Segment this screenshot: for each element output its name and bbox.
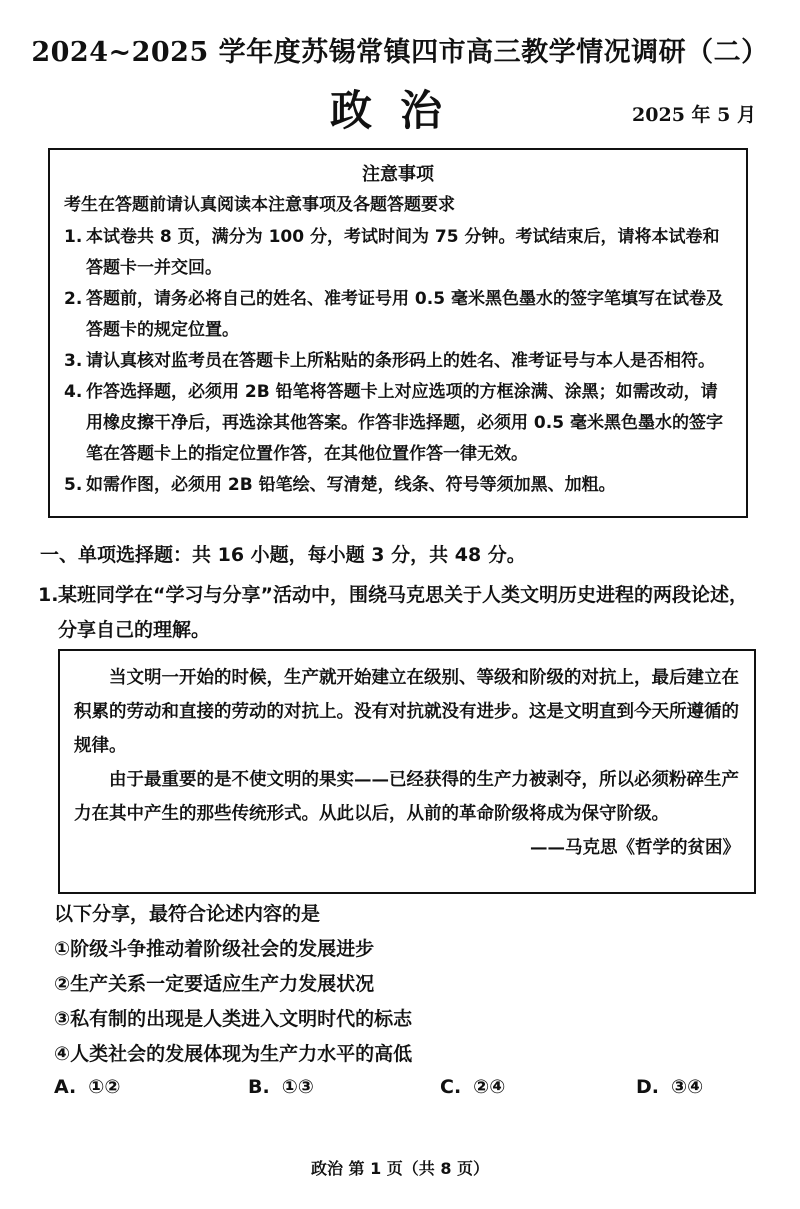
question-text: 某班同学在“学习与分享”活动中，围绕马克思关于人类文明历史进程的两段论述，分享自己的理解。 <box>58 584 748 641</box>
notice-heading: 注意事项 <box>362 164 434 185</box>
choice-value: ②④ <box>473 1076 506 1098</box>
choice-letter: D. <box>636 1076 659 1098</box>
notice-item-text: 如需作图，必须用 2B 铅笔绘、写清楚，线条、符号等须加黑、加粗。 <box>86 475 616 495</box>
quote-paragraph: 由于最重要的是不使文明的果实——已经获得的生产力被剥夺，所以必须粉碎生产力在其中产生的那些传统形式。从此以后，从前的革命阶级将成为保守阶级。 <box>74 770 739 824</box>
statement: ②生产关系一定要适应生产力发展状况 <box>54 973 375 995</box>
section-heading: 一、单项选择题：共 16 小题，每小题 3 分，共 48 分。 <box>40 544 526 566</box>
answer-choices <box>54 1076 754 1112</box>
notice-item <box>64 222 732 284</box>
notice-box <box>48 148 748 518</box>
subject-title: 政治 <box>329 86 470 135</box>
quote-paragraph: 当文明一开始的时候，生产就开始建立在级别、等级和阶级的对抗上，最后建立在积累的劳动和直接的劳动的对抗上。没有对抗就没有进步。这是文明直到今天所遵循的规律。 <box>74 668 739 756</box>
choice-value: ①③ <box>281 1076 314 1098</box>
notice-item <box>64 470 732 501</box>
page-footer: 政治 第 1 页（共 8 页） <box>310 1159 490 1178</box>
quote-box <box>58 649 756 894</box>
notice-item-text: 作答选择题，必须用 2B 铅笔将答题卡上对应选项的方框涂满、涂黑；如需改动，请用橡皮擦干净后，再选涂其他答案。作答非选择题，必须用 0.5 毫米黑色墨水的签字笔在答题卡上的指定位置作答，在其他位置作答一律无效。 <box>86 382 723 464</box>
notice-item-text: 请认真核对监考员在答题卡上所粘贴的条形码上的姓名、准考证号与本人是否相符。 <box>86 351 715 371</box>
exam-date: 2025 年 5 月 <box>632 104 756 126</box>
question-number: 1. <box>38 584 59 606</box>
choice-value: ①② <box>88 1076 121 1098</box>
statement: ①阶级斗争推动着阶级社会的发展进步 <box>54 938 375 960</box>
choice-d <box>636 1076 703 1098</box>
statement: ④人类社会的发展体现为生产力水平的高低 <box>54 1043 413 1065</box>
choice-letter: A. <box>54 1076 77 1098</box>
notice-item-number: 5. <box>64 475 83 495</box>
question-1-stem <box>38 578 758 648</box>
choice-b <box>248 1076 314 1098</box>
notice-intro: 考生在答题前请认真阅读本注意事项及各题答题要求 <box>64 195 455 215</box>
statements-block <box>54 897 754 1072</box>
statement: ③私有制的出现是人类进入文明时代的标志 <box>54 1008 413 1030</box>
choice-letter: B. <box>248 1076 270 1098</box>
notice-item-number: 4. <box>64 382 83 402</box>
notice-item <box>64 284 732 346</box>
notice-item-number: 3. <box>64 351 83 371</box>
choice-letter: C. <box>440 1076 462 1098</box>
exam-title: 2024~2025 学年度苏锡常镇四市高三教学情况调研（二） <box>31 37 769 68</box>
quote-source: ——马克思《哲学的贫困》 <box>530 838 740 858</box>
notice-item-number: 1. <box>64 227 83 247</box>
notice-item-number: 2. <box>64 289 83 309</box>
question-prompt: 以下分享，最符合论述内容的是 <box>54 903 321 925</box>
notice-item <box>64 377 732 470</box>
notice-item-text: 答题前，请务必将自己的姓名、准考证号用 0.5 毫米黑色墨水的签字笔填写在试卷及答题卡的规定位置。 <box>86 289 723 340</box>
choice-c <box>440 1076 505 1098</box>
choice-value: ③④ <box>671 1076 704 1098</box>
choice-a <box>54 1076 120 1098</box>
notice-item <box>64 346 732 377</box>
notice-item-text: 本试卷共 8 页，满分为 100 分，考试时间为 75 分钟。考试结束后，请将本试卷和答题卡一并交回。 <box>86 227 720 278</box>
